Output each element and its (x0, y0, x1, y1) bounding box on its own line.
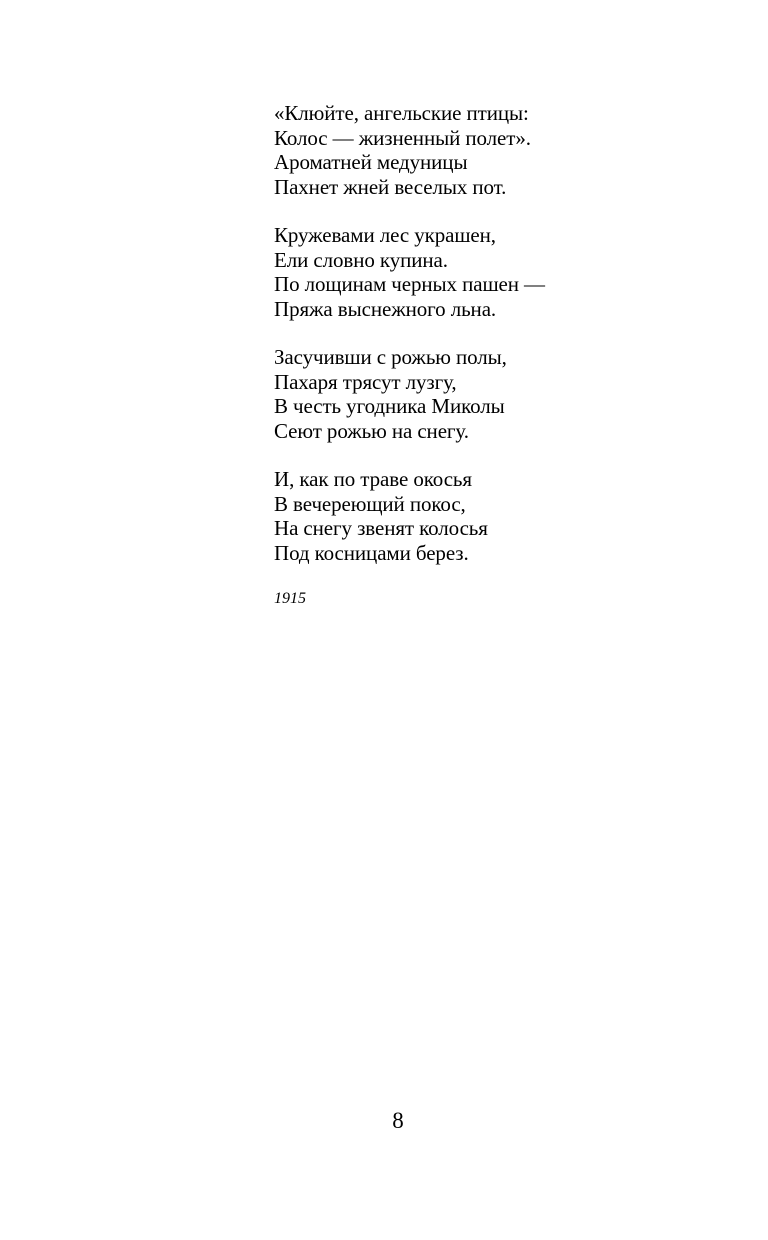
poem-line: Пахнет жней веселых пот. (274, 174, 507, 199)
stanza-4 (274, 467, 694, 565)
poem (274, 101, 694, 609)
poem-line: В честь угодника Миколы (274, 394, 505, 418)
poem-line: Колос — жизненный полет». (274, 125, 531, 150)
poem-line: Под косницами берез. (274, 540, 469, 565)
poem-line: «Клюйте, ангельские птицы: (274, 101, 529, 125)
poem-line: Пряжа выснежного льна. (274, 296, 497, 321)
poem-line: Сеют рожью на снегу. (274, 418, 469, 443)
stanza-1 (274, 101, 694, 199)
poem-year: 1915 (274, 590, 306, 607)
stanza-2 (274, 223, 694, 321)
stanza-3 (274, 345, 694, 443)
poem-line: Засучивши с рожью полы, (274, 345, 507, 369)
poem-line: В вечереющий покос, (274, 491, 466, 516)
poem-line: Ели словно купина. (274, 247, 448, 272)
poem-line: На снегу звенят колосья (274, 516, 488, 540)
poem-line: И, как по траве окосья (274, 467, 472, 491)
poem-line: Пахаря трясут лузгу, (274, 369, 457, 394)
poem-line: По лощинам черных пашен — (274, 272, 545, 296)
page-number: 8 (392, 1108, 404, 1133)
poem-line: Кружевами лес украшен, (274, 223, 496, 247)
poem-line: Ароматней медуницы (274, 150, 468, 174)
